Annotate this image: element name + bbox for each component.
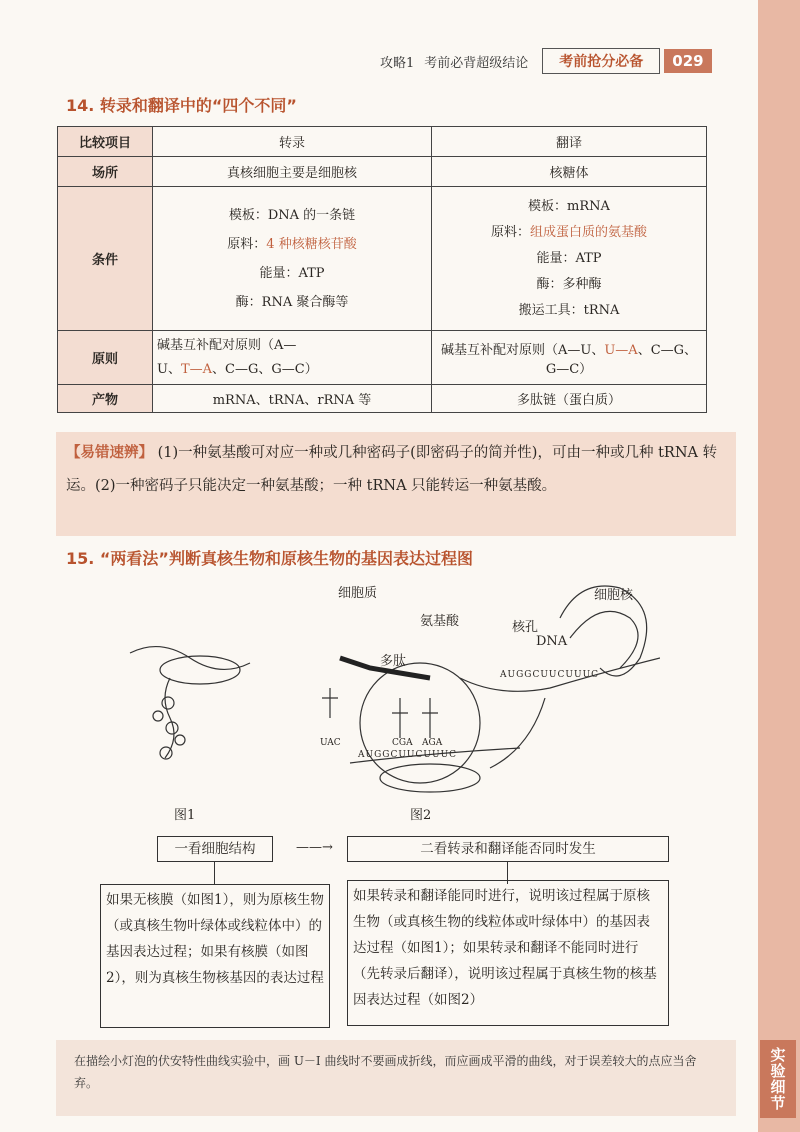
label-amino-acid: 氨基酸 bbox=[420, 614, 460, 629]
ribosome bbox=[175, 735, 185, 745]
footer-note: 在描绘小灯泡的伏安特性曲线实验中，画 U－I 曲线时不要画成折线，而应画成平滑的曲线，对于误差较大的点应当舍弃。 bbox=[56, 1040, 736, 1116]
cell: mRNA、tRNA、rRNA 等 bbox=[153, 385, 432, 413]
label-dna: DNA bbox=[536, 634, 568, 649]
cell-line: 搬运工具：tRNA bbox=[518, 302, 620, 318]
dna-strand bbox=[130, 647, 250, 670]
trna bbox=[392, 698, 408, 738]
flow-step2: 二看转录和翻译能否同时发生 bbox=[347, 836, 669, 862]
trna bbox=[422, 698, 438, 738]
gene-expression-diagram bbox=[100, 578, 660, 823]
flow-step1: 一看细胞结构 bbox=[157, 836, 273, 862]
header-cell: 翻译 bbox=[432, 127, 707, 157]
cell-line: 能量：ATP bbox=[536, 250, 602, 266]
mrna-strand bbox=[165, 678, 174, 758]
cell bbox=[432, 187, 707, 331]
flow-desc2: 如果转录和翻译能同时进行，说明该过程属于原核生物（或真核生物的线粒体或叶绿体中）的基因表达过程（如图1）；如果转录和翻译不能同时进行（先转录后翻译），说明该过程属于真核生物的核基因表达过程（如图2） bbox=[347, 880, 669, 1026]
error-tip-tag: 【易错速辨】 bbox=[66, 444, 153, 461]
header-badge: 考前抢分必备 bbox=[542, 48, 660, 74]
cell-line: 原料：组成蛋白质的氨基酸 bbox=[490, 224, 648, 240]
label-anticodon: CGA bbox=[392, 738, 413, 748]
row-label: 场所 bbox=[58, 157, 153, 187]
ribosome bbox=[153, 711, 163, 721]
page-edge-strip bbox=[758, 0, 800, 1132]
connector-line bbox=[214, 862, 215, 884]
label-polypeptide: 多肽 bbox=[380, 654, 407, 669]
cell-line: 模板：mRNA bbox=[528, 198, 610, 214]
ribosome-large bbox=[360, 663, 480, 783]
cell: 真核细胞主要是细胞核 bbox=[153, 157, 432, 187]
table-header-row bbox=[58, 127, 707, 157]
cell: 碱基互补配对原则（A—U、U—A、C—G、G—C） bbox=[432, 331, 707, 385]
label-nucleus: 细胞核 bbox=[594, 588, 634, 603]
table-row-place bbox=[58, 157, 707, 187]
error-tip-box bbox=[56, 432, 736, 536]
dna-helix bbox=[570, 611, 638, 668]
row-label: 原则 bbox=[58, 331, 153, 385]
label-anticodon: AGA bbox=[422, 738, 443, 748]
row-label: 条件 bbox=[58, 187, 153, 331]
row-label: 产物 bbox=[58, 385, 153, 413]
cell-line: 模板：DNA 的一条链 bbox=[228, 207, 356, 223]
label-mrna-top: AUGGCUUCUUUC bbox=[500, 670, 600, 680]
page-header bbox=[380, 48, 712, 74]
label-fig2: 图2 bbox=[410, 808, 432, 823]
side-tab: 实验细节 bbox=[760, 1040, 796, 1118]
cell: 多肽链（蛋白质） bbox=[432, 385, 707, 413]
section15-title: 15. “两看法”判断真核生物和原核生物的基因表达过程图 bbox=[66, 549, 473, 568]
header-subtitle: 考前必背超级结论 bbox=[424, 55, 529, 71]
cell-line: 能量：ATP bbox=[259, 265, 325, 281]
diagram-svg bbox=[100, 578, 660, 818]
figure2-drawing bbox=[322, 586, 660, 792]
cell-line: 原料：4 种核糖核苷酸 bbox=[227, 236, 357, 252]
label-fig1: 图1 bbox=[174, 808, 196, 823]
export-arrow bbox=[490, 698, 545, 768]
table-row-product bbox=[58, 385, 707, 413]
page-number: 029 bbox=[664, 49, 711, 73]
table-row-conditions bbox=[58, 187, 707, 331]
cell-line: 酶：RNA 聚合酶等 bbox=[235, 294, 349, 310]
trna bbox=[322, 688, 338, 718]
label-anticodon: UAC bbox=[320, 738, 341, 748]
label-nuclear-pore: 核孔 bbox=[512, 620, 539, 635]
flow-desc1: 如果无核膜（如图1），则为原核生物（或真核生物叶绿体或线粒体中）的基因表达过程；如果有核膜（如图2），则为真核生物核基因的表达过程 bbox=[100, 884, 330, 1028]
cell bbox=[153, 187, 432, 331]
label-cytoplasm: 细胞质 bbox=[338, 586, 378, 601]
label-mrna-bottom: AUGGCUUCUUUC bbox=[358, 750, 458, 760]
flow-arrow: ——→ bbox=[296, 840, 333, 855]
rna-polymerase bbox=[160, 656, 240, 684]
cell-line: 酶：多种酶 bbox=[536, 276, 602, 292]
header-cell: 转录 bbox=[153, 127, 432, 157]
ribosome bbox=[162, 697, 174, 709]
section14-title: 14. 转录和翻译中的“四个不同” bbox=[66, 96, 297, 115]
table-row-principle bbox=[58, 331, 707, 385]
cell: 核糖体 bbox=[432, 157, 707, 187]
cell: 碱基互补配对原则（A— U、T—A、C—G、G—C） bbox=[153, 331, 432, 385]
figure1-drawing bbox=[130, 647, 250, 759]
comparison-table bbox=[57, 126, 707, 413]
error-tip-text: (1)一种氨基酸可对应一种或几种密码子(即密码子的简并性)，可由一种或几种 tRNA 转运。(2)一种密码子只能决定一种氨基酸；一种 tRNA 只能转运一种氨基酸。 bbox=[66, 445, 718, 494]
header-cell: 比较项目 bbox=[58, 127, 153, 157]
header-part: 攻略1 bbox=[380, 55, 415, 71]
